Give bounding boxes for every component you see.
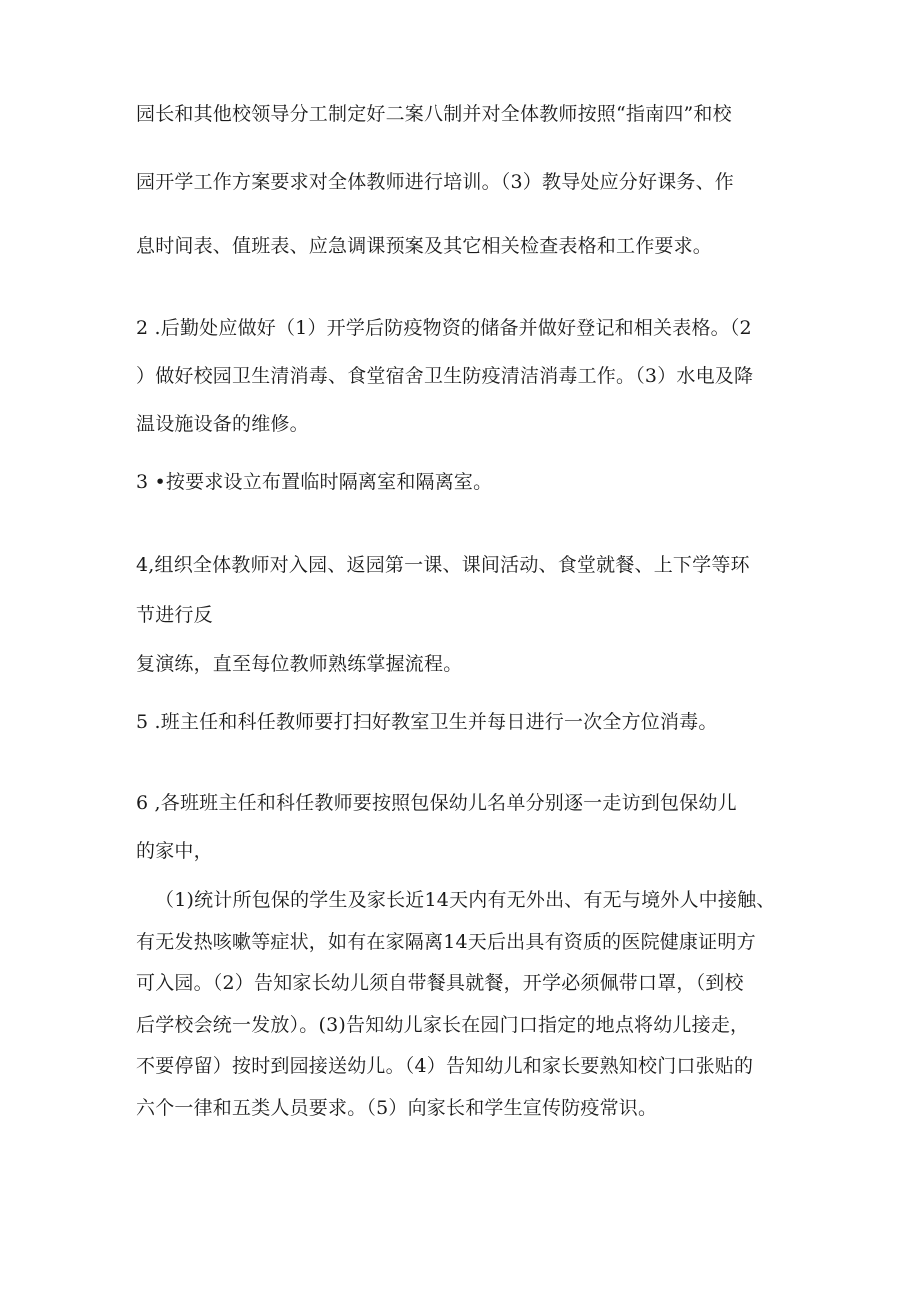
text-line: 的家中， [136,840,213,862]
text-line: 可入园。（2）告知家长幼儿须自带餐具就餐，开学必须佩带口罩，（到校 [136,972,744,994]
text-line: 园长和其他校领导分工制定好二案八制并对全体教师按照“指南四”和校 [136,103,732,125]
text-line: 息时间表、值班表、应急调课预案及其它相关检查表格和工作要求。 [136,235,713,257]
text-line: 6 ,各班班主任和科任教师要按照包保幼儿名单分别逐一走访到包保幼儿 [136,792,737,814]
text-line: 节进行反 [136,604,213,626]
text-line: （1)统计所包保的学生及家长近14天内有无外出、有无与境外人中接触、 [155,889,776,911]
text-line: 5 .班主任和科任教师要打扫好教室卫生并每日进行一次全方位消毒。 [136,711,718,733]
text-line: 不要停留）按时到园接送幼儿。（4）告知幼儿和家长要熟知校门口张贴的 [136,1055,754,1077]
text-line: 3 •按要求设立布置临时隔离室和隔离室。 [136,471,493,493]
text-line: 后学校会统一发放）。(3)告知幼儿家长在园门口指定的地点将幼儿接走， [136,1014,750,1036]
text-line: 园开学工作方案要求对全体教师进行培训。（3）教导处应分好课务、作 [136,171,734,193]
text-line: 4,组织全体教师对入园、返园第一课、课间活动、食堂就餐、上下学等环 [136,554,750,576]
text-line: 六个一律和五类人员要求。（5）向家长和学生宣传防疫常识。 [136,1097,658,1119]
text-line: 复演练，直至每位教师熟练掌握流程。 [136,653,463,675]
text-line: 温设施设备的维修。 [136,413,309,435]
text-line: ）做好校园卫生清消毒、食堂宿舍卫生防疫清洁消毒工作。（3）水电及降 [136,365,754,387]
text-line: 2 .后勤处应做好（1）开学后防疫物资的储备并做好登记和相关表格。（2 [136,317,752,339]
text-line: 有无发热咳嗽等症状，如有在家隔离14天后出具有资质的医院健康证明方 [136,931,756,953]
